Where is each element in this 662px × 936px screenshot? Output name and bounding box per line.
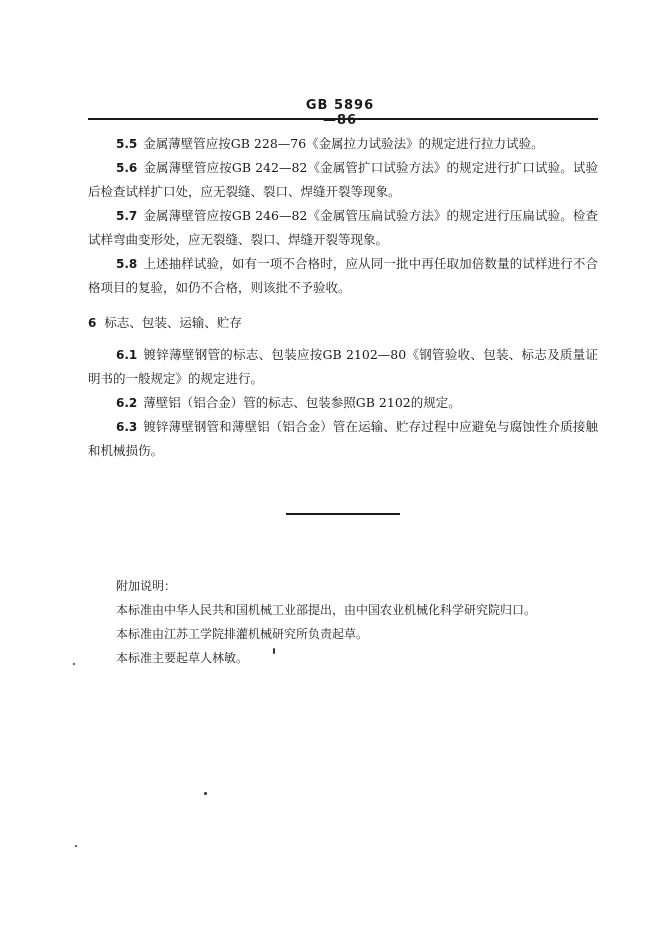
clause-number: 6.3 (116, 420, 138, 434)
scan-speck (75, 845, 77, 847)
clause-text: 金属薄壁管应按GB 246—82《金属管压扁试验方法》的规定进行压扁试验。检查试样弯曲变形处，应无裂缝、裂口、焊缝开裂等现象。 (88, 208, 598, 247)
scan-speck (273, 648, 275, 654)
scan-speck (73, 663, 75, 665)
clause-6-1 (88, 343, 598, 391)
notes-line-drafting-unit: 本标准由江苏工学院排灌机械研究所负责起草。 (116, 627, 369, 641)
clause-text: 镀锌薄壁钢管和薄壁铝（铝合金）管在运输、贮存过程中应避免与腐蚀性介质接触和机械损伤。 (88, 419, 598, 458)
section-6-heading (88, 311, 598, 335)
additional-notes (116, 574, 596, 670)
header-rule (88, 118, 598, 120)
section-number: 6 (88, 316, 97, 330)
clause-text: 薄壁铝（铝合金）管的标志、包装参照GB 2102的规定。 (143, 395, 461, 410)
clause-text: 上述抽样试验，如有一项不合格时，应从同一批中再任取加倍数量的试样进行不合格项目的复验，如仍不合格，则该批不予验收。 (88, 256, 598, 295)
scan-speck (204, 792, 207, 795)
clause-5-8 (88, 252, 598, 300)
clause-text: 金属薄壁管应按GB 242—82《金属管扩口试验方法》的规定进行扩口试验。试验后检查试样扩口处，应无裂缝、裂口、焊缝开裂等现象。 (88, 160, 598, 199)
clause-number: 5.8 (116, 257, 138, 271)
clause-6-2 (88, 391, 598, 415)
standard-code-header: GB 5896—86 (305, 98, 375, 128)
clause-text: 金属薄壁管应按GB 228—76《金属拉力试验法》的规定进行拉力试验。 (143, 136, 544, 151)
clause-number: 5.7 (116, 209, 138, 223)
clause-5-6 (88, 156, 598, 204)
section-5-clauses (88, 132, 598, 300)
clause-number: 6.2 (116, 396, 138, 410)
clause-number: 5.5 (116, 137, 138, 151)
clause-number: 6.1 (116, 348, 138, 362)
notes-heading: 附加说明： (116, 579, 177, 593)
section-6-clauses (88, 343, 598, 463)
clause-5-7 (88, 204, 598, 252)
clause-6-3 (88, 415, 598, 463)
clause-number: 5.6 (116, 161, 138, 175)
clause-5-5 (88, 132, 598, 156)
section-title: 标志、包装、运输、贮存 (104, 315, 242, 330)
notes-line-proposer: 本标准由中华人民共和国机械工业部提出，由中国农业机械化科学研究院归口。 (116, 603, 537, 617)
end-of-text-rule (286, 513, 400, 515)
clause-text: 镀锌薄壁钢管的标志、包装应按GB 2102—80《钢管验收、包装、标志及质量证明书的一般规定》的规定进行。 (88, 347, 598, 386)
section-6-heading-block (88, 311, 598, 335)
notes-line-drafter: 本标准主要起草人林敏。 (116, 651, 249, 665)
